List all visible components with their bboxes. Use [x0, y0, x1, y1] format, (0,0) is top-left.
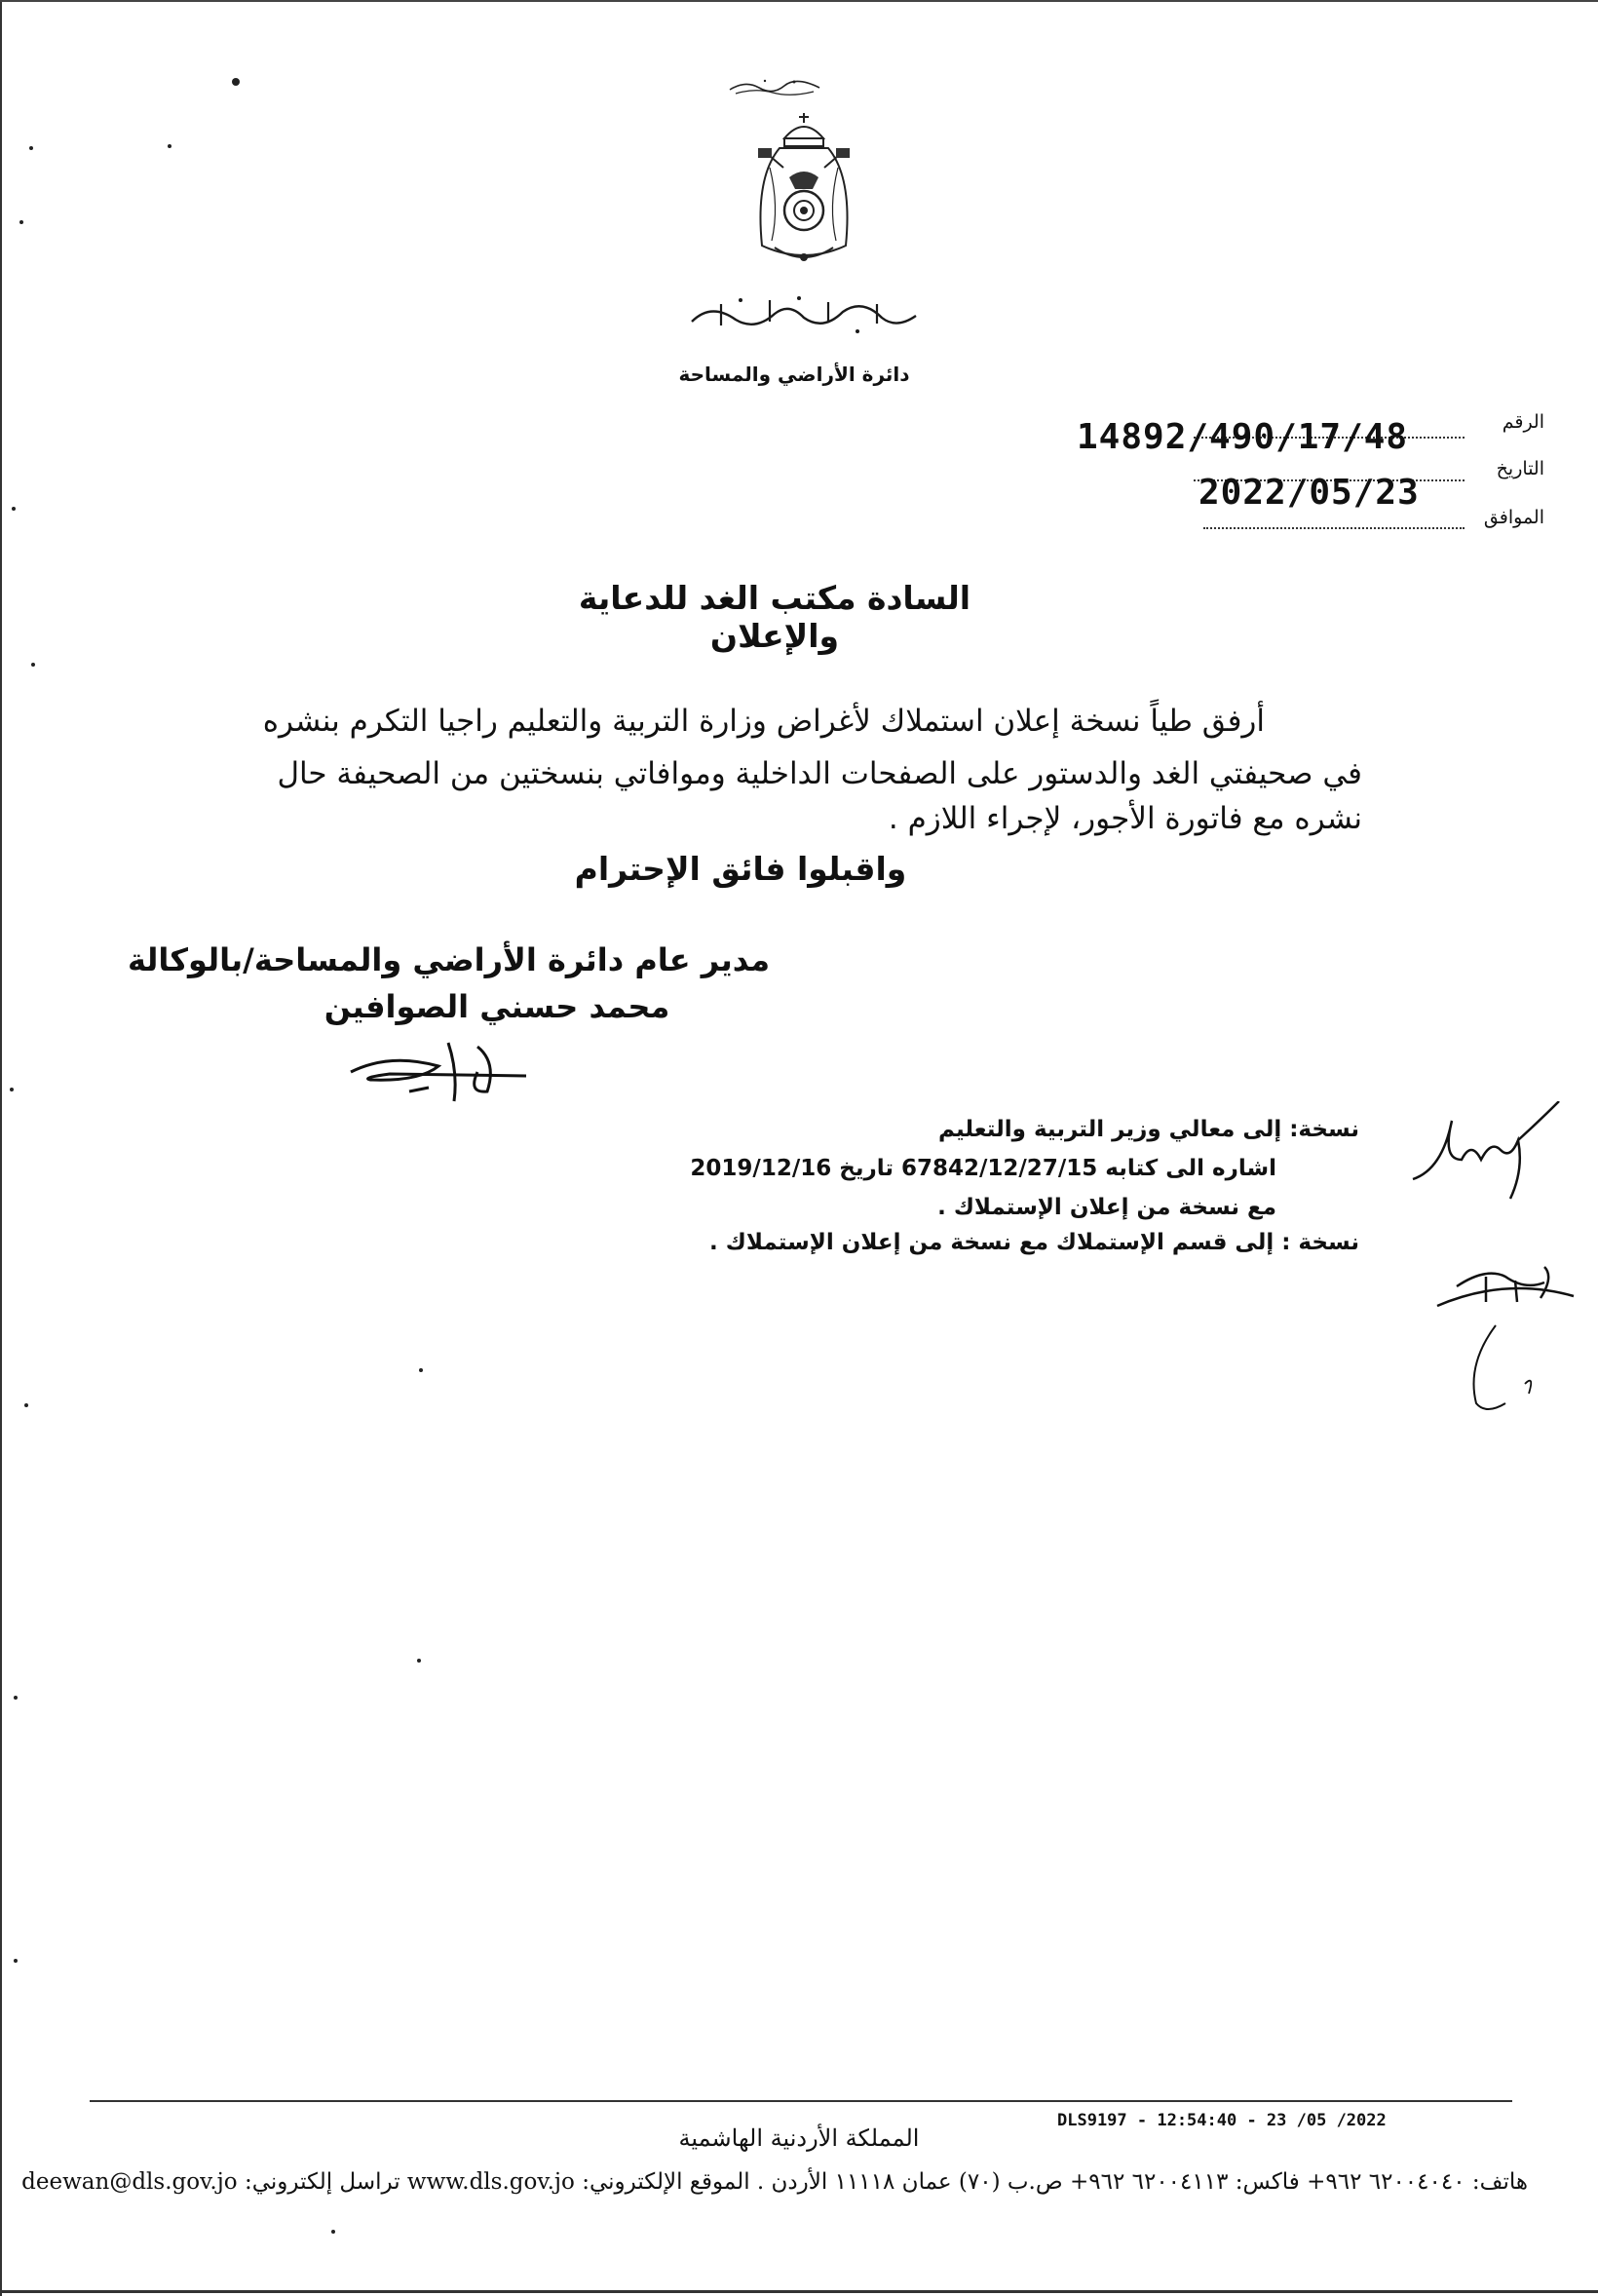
scan-speck	[14, 1959, 18, 1963]
reference-number-value: 14892/490/17/48	[1077, 417, 1409, 457]
body-line: أرفق طياً نسخة إعلان استملاك لأغراض وزارة التربية والتعليم راجيا التكرم بنشره	[262, 704, 1265, 739]
closing-line: واقبلوا فائق الإحترام	[574, 850, 907, 888]
footer-rule	[90, 2100, 1512, 2102]
ministry-calligraphy	[682, 292, 926, 339]
scan-speck	[232, 78, 240, 86]
signature	[331, 1033, 565, 1111]
footer-country: المملكة الأردنية الهاشمية	[678, 2124, 920, 2152]
recipient-line: السادة مكتب الغد للدعاية والإعلان	[578, 579, 971, 655]
copy-recipient: نسخة : إلى قسم الإستملاك مع نسخة من إعلان الإستملاك .	[709, 1230, 1359, 1255]
copy-recipient: نسخة: إلى معالي وزير التربية والتعليم	[937, 1117, 1359, 1142]
scan-speck	[417, 1659, 421, 1663]
scan-speck	[419, 1368, 423, 1372]
handwritten-initials	[1427, 1247, 1593, 1423]
body-line: في صحيفتي الغد والدستور على الصفحات الداخلية وموافاتي بنسختين من الصحيفة حال	[277, 756, 1362, 791]
signatory-title: مدير عام دائرة الأراضي والمساحة/بالوكالة	[127, 941, 770, 978]
reference-date-label: التاريخ	[1496, 458, 1544, 479]
scan-speck	[10, 1088, 14, 1091]
print-stamp: DLS9197 - 12:54:40 - 23 /05 /2022	[1057, 2111, 1387, 2130]
scan-speck	[168, 144, 171, 148]
basmala-calligraphy	[726, 76, 823, 97]
department-name: دائرة الأراضي والمساحة	[678, 363, 910, 386]
signatory-name: محمد حسني الصوافين	[323, 988, 670, 1025]
reference-number-label: الرقم	[1502, 411, 1544, 433]
page-frame-bottom	[0, 2290, 1598, 2293]
scan-speck	[24, 1403, 28, 1407]
copy-attachment: مع نسخة من إعلان الإستملاك .	[937, 1195, 1276, 1220]
handwritten-initials	[1403, 1101, 1569, 1208]
scan-speck	[19, 220, 23, 224]
scan-speck	[29, 146, 33, 150]
page-frame-left	[0, 0, 2, 2296]
coat-of-arms-emblem	[741, 109, 867, 273]
reference-hijri-dots	[1203, 527, 1465, 529]
copy-reference: اشاره الى كتابه 67842/12/27/15 تاريخ 2019/12/16	[690, 1156, 1276, 1181]
scan-speck	[14, 1696, 18, 1700]
scan-speck	[31, 663, 35, 667]
scan-speck	[12, 507, 16, 511]
scan-speck	[331, 2230, 335, 2234]
footer-contact: هاتف: ٦٢٠٠٤٠٤٠ ٩٦٢+ فاكس: ٦٢٠٠٤١١٣ ٩٦٢+ ص.ب (٧٠) عمان ١١١١٨ الأردن . الموقع الإلكتروني: www.dls.gov.jo تراسل إلكتروني: deewan@dls.gov.jo	[21, 2169, 1528, 2195]
reference-hijri-label: الموافق	[1483, 507, 1544, 528]
body-line: نشره مع فاتورة الأجور، لإجراء اللازم .	[888, 801, 1362, 836]
page-frame-top	[0, 0, 1598, 2]
reference-date-value: 2022/05/23	[1198, 473, 1420, 513]
